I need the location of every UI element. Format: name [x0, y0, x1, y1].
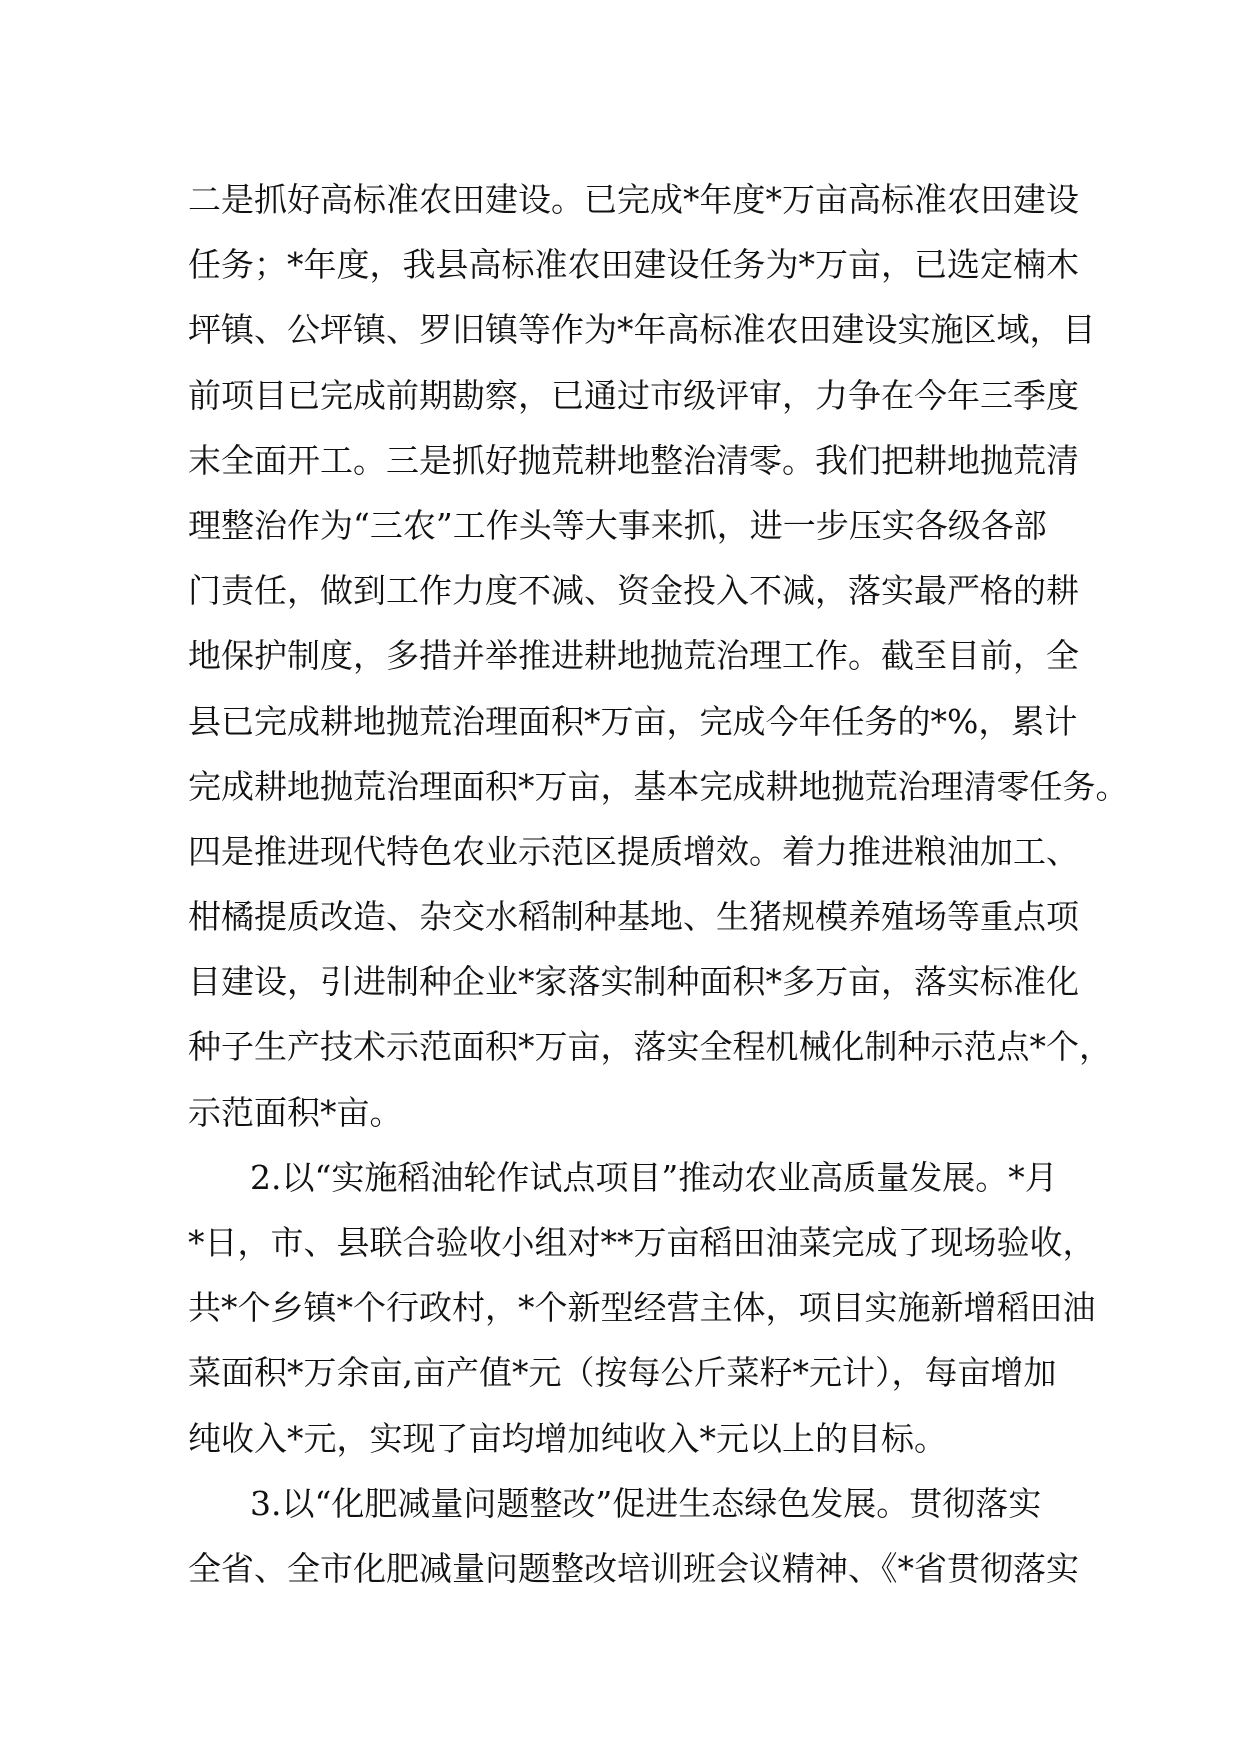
body-text [188, 167, 1129, 1601]
text-line: 完成耕地抛荒治理面积*万亩，基本完成耕地抛荒治理清零任务。 [188, 766, 1129, 806]
text-line: 坪镇、公坪镇、罗旧镇等作为*年高标准农田建设实施区域，目 [188, 310, 1096, 350]
text-line: 任务；*年度，我县高标准农田建设任务为*万亩，已选定楠木 [188, 245, 1079, 285]
text-line: 目建设，引进制种企业*家落实制种面积*多万亩，落实标准化 [188, 962, 1079, 1002]
text-line: *日，市、县联合验收小组对**万亩稻田油菜完成了现场验收， [188, 1223, 1096, 1262]
text-line: 地保护制度，多措并举推进耕地抛荒治理工作。截至目前，全 [188, 636, 1079, 676]
text-line: 全省、全市化肥减量问题整改培训班会议精神、《*省贯彻落实 [188, 1548, 1079, 1588]
text-line: 菜面积*万余亩,亩产值*元（按每公斤菜籽*元计），每亩增加 [188, 1353, 1057, 1393]
text-line: 县已完成耕地抛荒治理面积*万亩，完成今年任务的*%，累计 [188, 701, 1078, 741]
text-line: 末全面开工。三是抓好抛荒耕地整治清零。我们把耕地抛荒清 [188, 440, 1079, 480]
text-line: 前项目已完成前期勘察，已通过市级评审，力争在今年三季度 [188, 375, 1079, 415]
text-line: 示范面积*亩。 [188, 1092, 403, 1132]
text-line: 纯收入*元，实现了亩均增加纯收入*元以上的目标。 [188, 1418, 947, 1458]
paragraph-2-start: 2.以“实施稻油轮作试点项目”推动农业高质量发展。*月 [250, 1157, 1058, 1197]
text-line: 门责任，做到工作力度不减、资金投入不减，落实最严格的耕 [188, 571, 1079, 611]
text-line: 共*个乡镇*个行政村，*个新型经营主体，项目实施新增稻田油 [188, 1288, 1096, 1328]
text-line: 理整治作为“三农”工作头等大事来抓，进一步压实各级各部 [188, 505, 1047, 545]
paragraph-3-start: 3.以“化肥减量问题整改”促进生态绿色发展。贯彻落实 [250, 1483, 1042, 1523]
text-line: 四是推进现代特色农业示范区提质增效。着力推进粮油加工、 [188, 831, 1079, 871]
text-line: 种子生产技术示范面积*万亩，落实全程机械化制种示范点*个， [188, 1027, 1112, 1067]
text-line: 柑橘提质改造、杂交水稻制种基地、生猪规模养殖场等重点项 [188, 897, 1079, 937]
text-line: 二是抓好高标准农田建设。已完成*年度*万亩高标准农田建设 [188, 180, 1079, 219]
